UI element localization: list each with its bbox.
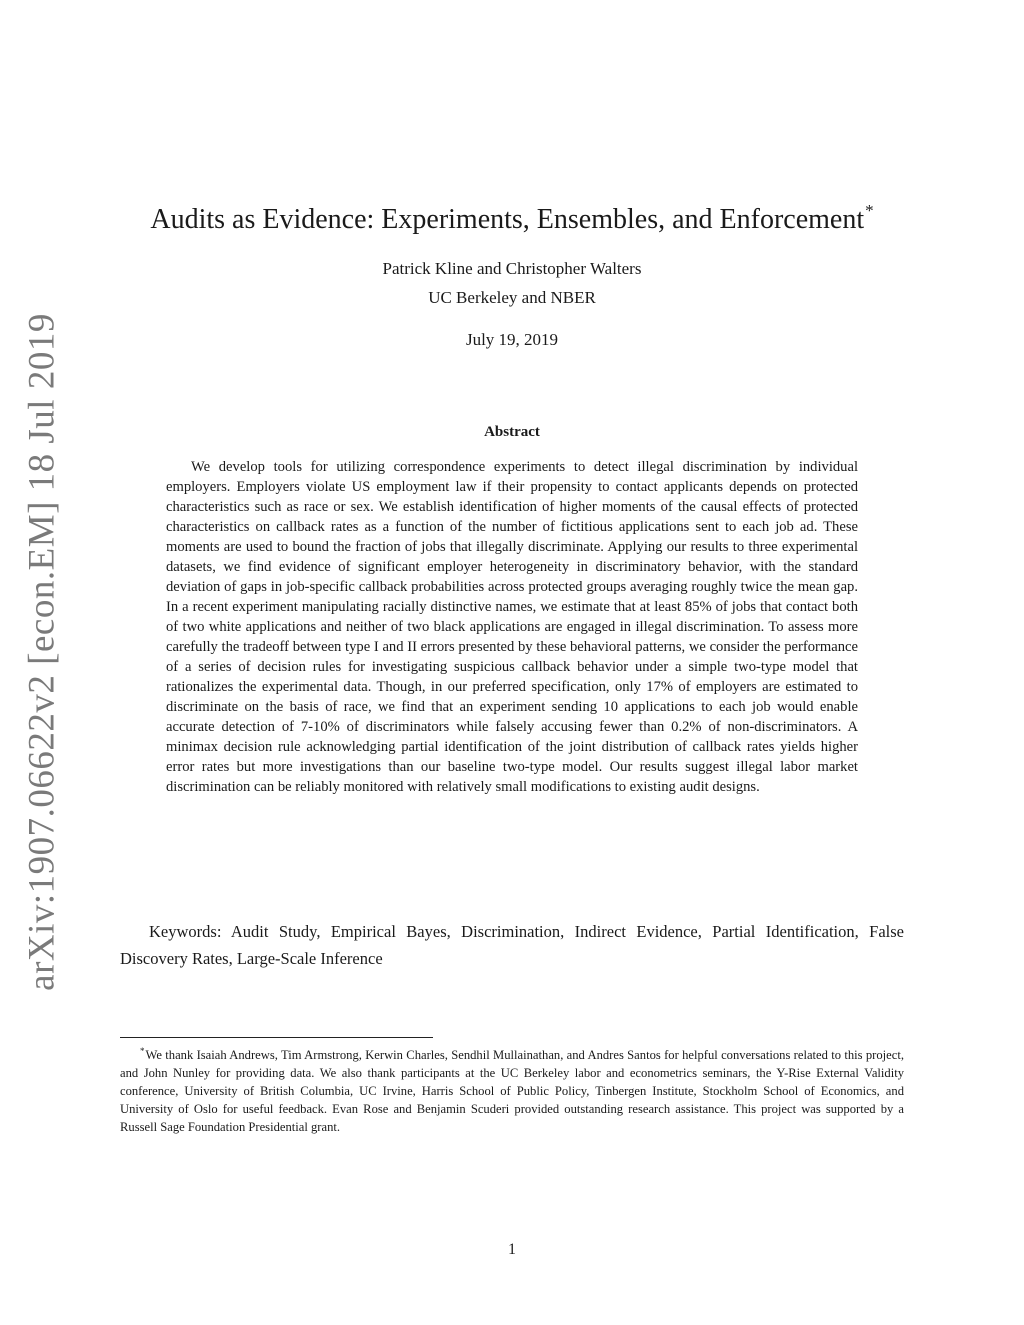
abstract-heading: Abstract bbox=[484, 424, 540, 440]
authors: Patrick Kline and Christopher Walters bbox=[382, 259, 642, 278]
footnote-mark: * bbox=[140, 1046, 145, 1056]
footnote-text: We thank Isaiah Andrews, Tim Armstrong, Kerwin Charles, Sendhil Mullainathan, and Andres Santos for helpful conversations related to this project, and John Nunley for providing data. We also thank participants at the UC Berkeley labor and econometrics seminars, the Y-Rise External Validity conference, University of British Columbia, UC Irvine, Harris School of Public Policy, Tinbergen Institute, Stockholm School of Economics, and University of Oslo for useful feedback. Evan Rose and Benjamin Scuderi provided outstanding research assistance. This project was supported by a Russell Sage Foundation Presidential grant. bbox=[120, 1048, 904, 1134]
paper-title: Audits as Evidence: Experiments, Ensembles, and Enforcement bbox=[150, 204, 865, 235]
page-number: 1 bbox=[508, 1241, 516, 1258]
keywords: Keywords: Audit Study, Empirical Bayes, Discrimination, Indirect Evidence, Partial Identification, False Discovery Rates, Large-Scale Inference bbox=[120, 922, 904, 968]
footnote bbox=[120, 1042, 904, 1136]
publication-date: July 19, 2019 bbox=[465, 330, 559, 349]
paper-title-block bbox=[0, 193, 1024, 238]
title-footnote-mark: * bbox=[865, 201, 874, 220]
abstract-text: We develop tools for utilizing correspondence experiments to detect illegal discrimination by individual employers. Employers violate US employment law if their propensity to contact applicants depends on protected characteristics such as race or sex. We establish identification of higher moments of the causal effects of protected characteristics on callback rates as a function of the number of fictitious applications sent to each job ad. These moments are used to bound the fraction of jobs that illegally discriminate. Applying our results to three experimental datasets, we find evidence of significant employer heterogeneity in discriminatory behavior, with the standard deviation of gaps in job-specific callback probabilities across protected groups averaging roughly twice the mean gap. In a recent experiment manipulating racially distinctive names, we estimate that at least 85% of jobs that contact both of two white applications and neither of two black applications are engaged in illegal discrimination. To assess more carefully the tradeoff between type I and II errors presented by these behavioral patterns, we consider the performance of a series of decision rules for investigating suspicious callback behavior under a simple two-type model that rationalizes the experimental data. Though, in our preferred specification, only 17% of employers are estimated to discriminate on the basis of race, we find that an experiment sending 10 applications to each job would enable accurate detection of 7-10% of discriminators while falsely accusing fewer than 0.2% of non-discriminators. A minimax decision rule acknowledging partial identification of the joint distribution of callback rates yields higher error rates but more investigations than our baseline two-type model. Our results suggest illegal labor market discrimination can be reliably monitored with relatively small modifications to existing audit designs. bbox=[166, 459, 858, 795]
arxiv-identifier: arXiv:1907.06622v2 [econ.EM] 18 Jul 2019 bbox=[21, 313, 63, 991]
footnote-divider bbox=[120, 1037, 433, 1038]
affiliation: UC Berkeley and NBER bbox=[428, 288, 596, 307]
